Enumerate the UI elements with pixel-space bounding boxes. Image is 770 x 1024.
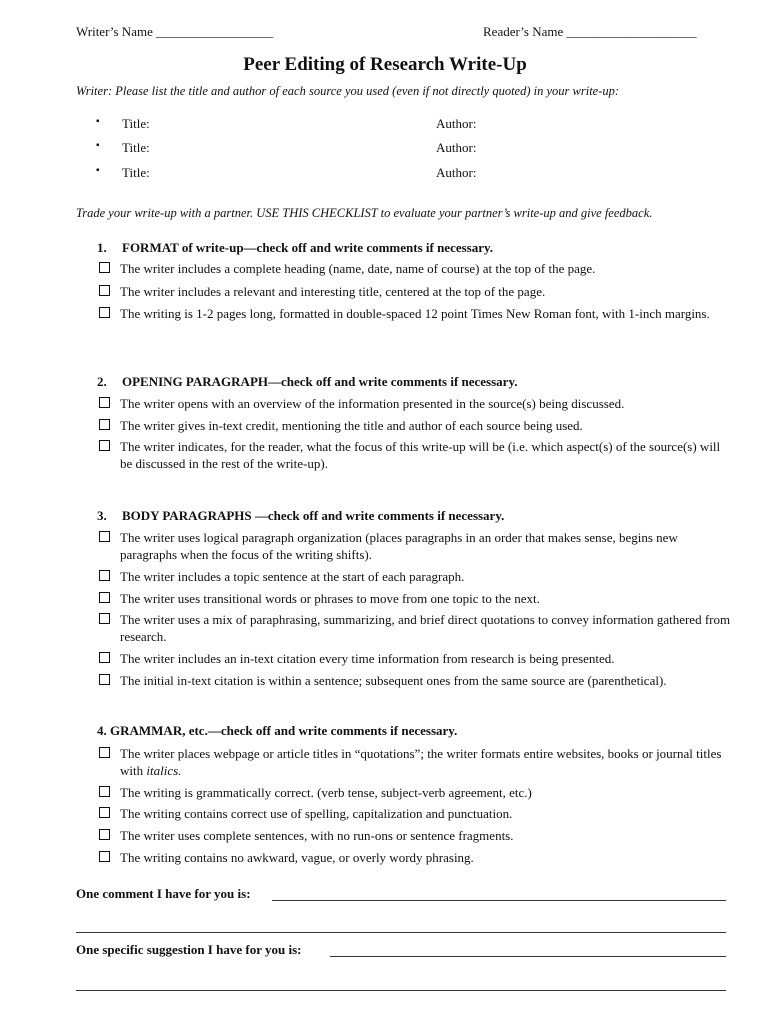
comment-label: One comment I have for you is:: [76, 886, 251, 901]
section-heading-grammar: [97, 723, 457, 739]
checkbox[interactable]: [99, 531, 110, 542]
checklist-item-main: The writer places webpage or article titles in “quotations”; the writer formats entire websites, books or journal titles with: [120, 746, 722, 778]
checklist-item-text: The writer includes a topic sentence at the start of each paragraph.: [120, 569, 465, 584]
checkbox[interactable]: [99, 807, 110, 818]
checklist-item-text: The writer uses logical paragraph organization (places paragraphs in an order that makes sense, begins new paragraphs when the focus of the writing shifts).: [120, 530, 678, 562]
source-author-label[interactable]: Author:: [436, 165, 477, 180]
checkbox[interactable]: [99, 285, 110, 296]
source-author-label[interactable]: Author:: [436, 140, 477, 155]
checkbox[interactable]: [99, 747, 110, 758]
checkbox[interactable]: [99, 613, 110, 624]
section-number: 2.: [97, 374, 107, 389]
section-heading-opening: [97, 374, 517, 390]
checklist-item-text: The writer gives in-text credit, mentioning the title and author of each source being used.: [120, 418, 583, 433]
writer-instruction: Writer: Please list the title and author of each source you used (even if not directly quoted) in your write-up:: [76, 84, 620, 98]
source-author-label[interactable]: Author:: [436, 116, 477, 131]
reader-name-field[interactable]: Reader’s Name ____________________: [483, 24, 697, 39]
checkbox[interactable]: [99, 397, 110, 408]
checklist-item-text: The initial in-text citation is within a sentence; subsequent ones from the same source are (parenthetical).: [120, 673, 667, 688]
page-title: Peer Editing of Research Write-Up: [243, 54, 527, 75]
italic-word: italics.: [146, 763, 182, 778]
checkbox[interactable]: [99, 652, 110, 663]
checklist-item-text: The writing contains no awkward, vague, or overly wordy phrasing.: [120, 850, 474, 865]
checkbox[interactable]: [99, 419, 110, 430]
checklist-item-text: The writer includes an in-text citation every time information from research is being presented.: [120, 651, 615, 666]
checklist-item-text: [120, 745, 732, 779]
bullet-icon: ▪: [96, 165, 100, 176]
bullet-icon: ▪: [96, 116, 100, 127]
checklist-item-text: The writer uses transitional words or phrases to move from one topic to the next.: [120, 591, 540, 606]
checklist-item-text: The writer uses complete sentences, with no run-ons or sentence fragments.: [120, 828, 514, 843]
comment-line-2[interactable]: [76, 932, 726, 933]
checklist-item-text: The writer uses a mix of paraphrasing, summarizing, and brief direct quotations to convey information gathered from research.: [120, 612, 731, 644]
source-title-label[interactable]: Title:: [122, 116, 150, 131]
comment-line[interactable]: [272, 900, 726, 901]
section-number: 3.: [97, 508, 107, 523]
checklist-item-text: The writer indicates, for the reader, what the focus of this write-up will be (i.e. which aspect(s) of the source(s) will be discussed in the rest of the write-up).: [120, 439, 721, 471]
checkbox[interactable]: [99, 829, 110, 840]
section-title: BODY PARAGRAPHS —check off and write comments if necessary.: [122, 508, 505, 523]
checkbox[interactable]: [99, 307, 110, 318]
checklist-item-text: The writer opens with an overview of the information presented in the source(s) being discussed.: [120, 396, 625, 411]
checkbox[interactable]: [99, 592, 110, 603]
checkbox[interactable]: [99, 262, 110, 273]
writer-name-field[interactable]: Writer’s Name __________________: [76, 24, 274, 39]
suggestion-line[interactable]: [330, 956, 726, 957]
bullet-icon: ▪: [96, 140, 100, 151]
source-title-label[interactable]: Title:: [122, 140, 150, 155]
checklist-item-text: The writing is 1-2 pages long, formatted in double-spaced 12 point Times New Roman font, with 1-inch margins.: [120, 306, 710, 321]
suggestion-line-2[interactable]: [76, 990, 726, 991]
checklist-item-text: The writing contains correct use of spelling, capitalization and punctuation.: [120, 806, 513, 821]
section-number: 1.: [97, 240, 107, 255]
checkbox[interactable]: [99, 786, 110, 797]
checklist-item-text: The writing is grammatically correct. (verb tense, subject-verb agreement, etc.): [120, 785, 532, 800]
section-title: GRAMMAR, etc.—check off and write comments if necessary.: [110, 723, 458, 738]
section-number: 4.: [97, 723, 107, 738]
checklist-item-text: The writer includes a complete heading (name, date, name of course) at the top of the page.: [120, 261, 596, 276]
checkbox[interactable]: [99, 440, 110, 451]
checklist-item-text: The writer includes a relevant and interesting title, centered at the top of the page.: [120, 284, 546, 299]
checkbox[interactable]: [99, 851, 110, 862]
section-heading-body: [97, 508, 504, 524]
source-title-label[interactable]: Title:: [122, 165, 150, 180]
suggestion-label: One specific suggestion I have for you is:: [76, 942, 302, 957]
checkbox[interactable]: [99, 674, 110, 685]
trade-instruction: Trade your write-up with a partner. USE THIS CHECKLIST to evaluate your partner’s write-up and give feedback.: [76, 206, 653, 220]
section-title: OPENING PARAGRAPH—check off and write comments if necessary.: [122, 374, 518, 389]
section-title: FORMAT of write-up—check off and write comments if necessary.: [122, 240, 494, 255]
checkbox[interactable]: [99, 570, 110, 581]
section-heading-format: [97, 240, 493, 256]
